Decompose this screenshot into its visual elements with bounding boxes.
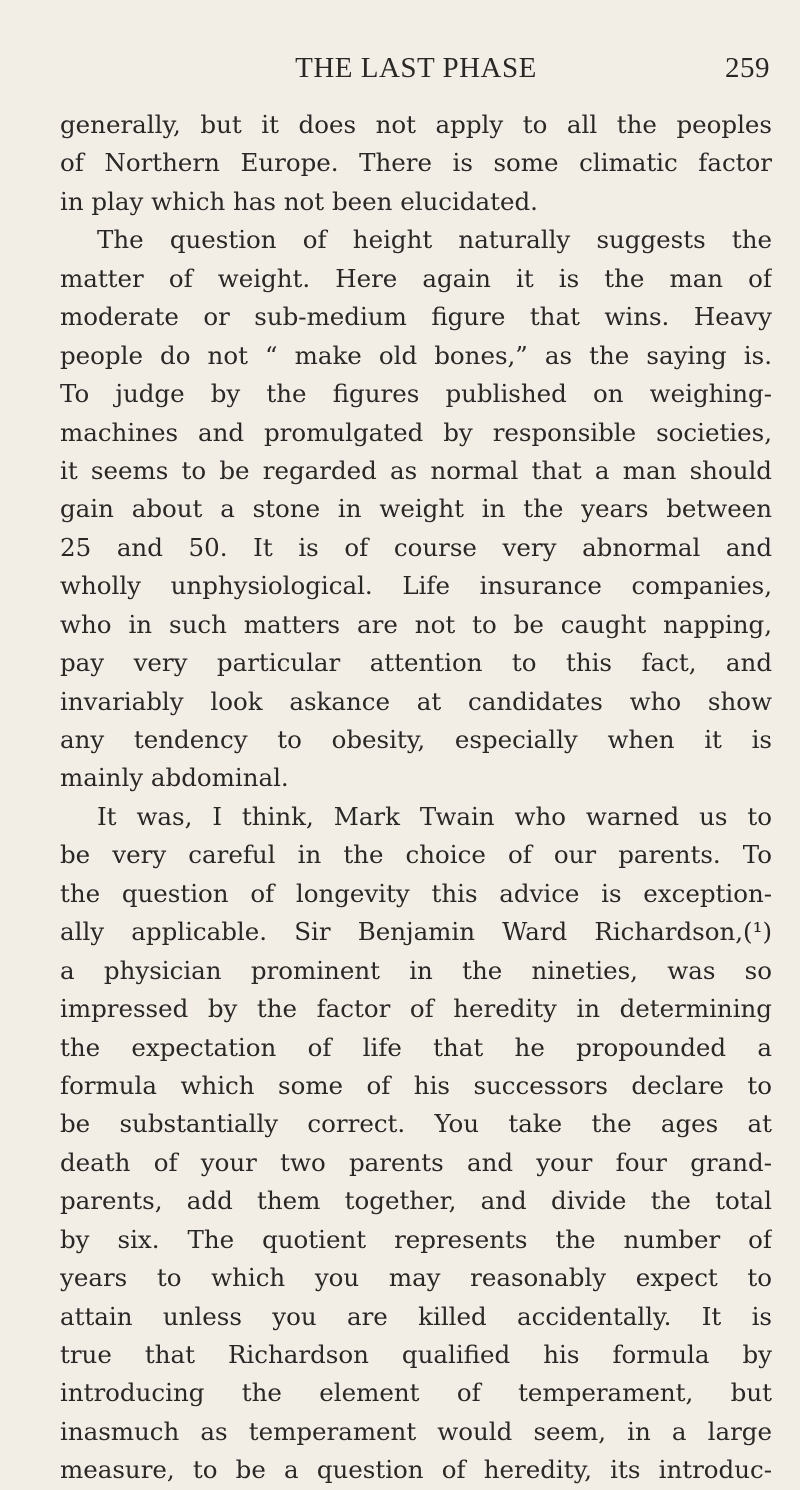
- text-line: the expectation of life that he propounded a: [60, 1032, 772, 1062]
- text-line: machines and promulgated by responsible societies,: [60, 417, 772, 447]
- running-head: [62, 52, 770, 92]
- text-line: in play which has not been elucidated.: [60, 186, 538, 216]
- text-line: who in such matters are not to be caught napping,: [60, 609, 772, 639]
- text-line: years to which you may reasonably expect to: [60, 1263, 772, 1293]
- text-line: be very careful in the choice of our parents. To: [60, 840, 772, 870]
- text-line: introducing the element of temperament, but: [60, 1378, 772, 1408]
- text-line: by six. The quotient represents the number of: [60, 1224, 772, 1254]
- text-line: attain unless you are killed accidentally. It is: [60, 1301, 772, 1331]
- text-line: measure, to be a question of heredity, its introduc-: [60, 1455, 772, 1485]
- text-line: gain about a stone in weight in the years between: [60, 494, 772, 524]
- text-line: any tendency to obesity, especially when it is: [60, 725, 772, 754]
- text-line: the question of longevity this advice is exception-: [60, 878, 772, 908]
- text-line: impressed by the factor of heredity in determining: [60, 994, 772, 1024]
- body-text: [60, 106, 772, 1490]
- page-number: 259: [725, 52, 770, 84]
- text-line: parents, add them together, and divide the total: [60, 1186, 772, 1216]
- text-line: 25 and 50. It is of course very abnormal and: [60, 532, 772, 562]
- text-line: death of your two parents and your four grand-: [60, 1147, 772, 1177]
- running-title: THE LAST PHASE: [295, 52, 537, 84]
- text-line: pay very particular attention to this fact, and: [60, 648, 772, 678]
- paragraph-start-line: It was, I think, Mark Twain who warned us to: [97, 801, 772, 831]
- text-line: it seems to be regarded as normal that a man should: [60, 455, 772, 485]
- text-line: ally applicable. Sir Benjamin Ward Richardson,(¹): [60, 917, 772, 947]
- text-line: To judge by the figures published on weighing-: [60, 379, 772, 409]
- text-line: generally, but it does not apply to all the peoples: [60, 110, 772, 139]
- paragraph-start-line: The question of height naturally suggests the: [97, 225, 772, 255]
- text-line: wholly unphysiological. Life insurance companies,: [60, 571, 772, 601]
- text-line: of Northern Europe. There is some climatic factor: [60, 148, 772, 178]
- text-line: formula which some of his successors declare to: [60, 1070, 772, 1100]
- text-line: invariably look askance at candidates who show: [60, 686, 772, 716]
- text-line: a physician prominent in the nineties, was so: [60, 955, 772, 985]
- text-line: moderate or sub-medium figure that wins. Heavy: [60, 302, 772, 332]
- text-line: inasmuch as temperament would seem, in a large: [60, 1416, 772, 1446]
- text-line: matter of weight. Here again it is the man of: [60, 263, 772, 293]
- text-line: mainly abdominal.: [60, 763, 289, 793]
- text-line: people do not “ make old bones,” as the saying is.: [60, 340, 772, 370]
- text-line: true that Richardson qualified his formula by: [60, 1340, 772, 1369]
- text-line: be substantially correct. You take the ages at: [60, 1109, 772, 1139]
